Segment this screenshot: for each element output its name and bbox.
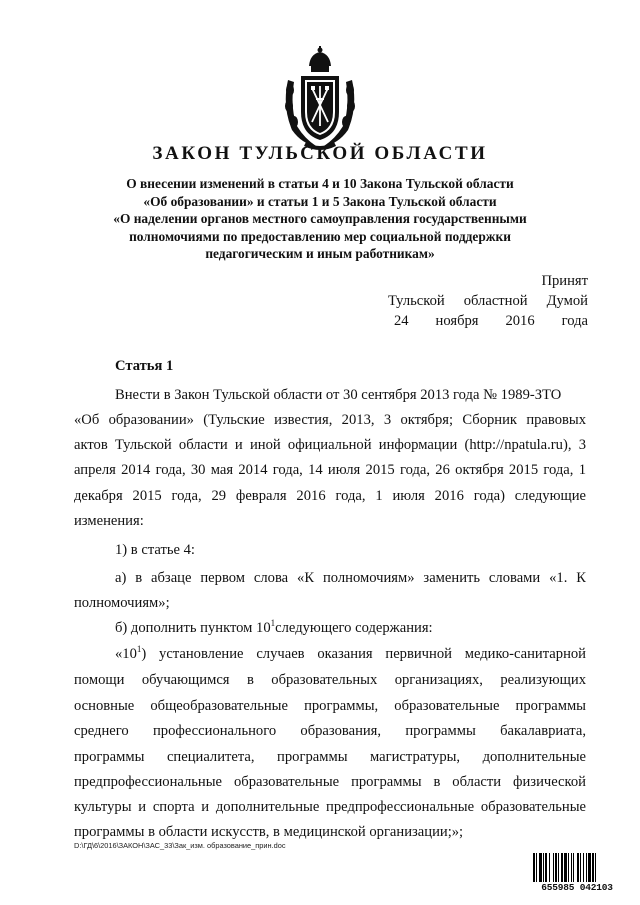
quote-text: ) установление случаев оказания первичной медико-санитарной: [141, 646, 586, 662]
paragraph-line: изменения:: [74, 513, 144, 529]
date-part: 24: [394, 313, 409, 329]
quote-line: [115, 645, 586, 663]
quote-line: среднего профессионального образования, программы бакалавриата,: [74, 723, 586, 739]
adoption-block: [388, 271, 588, 331]
quote-line: программы в области искусств, в медицинской организации;»;: [74, 824, 464, 840]
paragraph-line: апреля 2014 года, 30 мая 2014 года, 14 июля 2015 года, 26 октября 2015 года, 1: [74, 462, 586, 478]
quote-line: основные общеобразовательные программы, образовательные программы: [74, 698, 586, 714]
quote-line: предпрофессиональные образовательные программы в области физической: [74, 774, 586, 790]
quote-line: программы специалитета, программы магистратуры, дополнительные: [74, 749, 586, 765]
subtitle-line: «Об образовании» и статьи 1 и 5 Закона Тульской области: [143, 193, 497, 209]
superscript: 1: [270, 618, 276, 629]
adopted-word-part: областной: [463, 293, 528, 309]
tula-coat-of-arms-icon: [282, 46, 358, 152]
article-heading: Статья 1: [115, 358, 174, 374]
law-subtitle: [90, 175, 550, 263]
list-item-a: а) в абзаце первом слова «К полномочиям» заменить словами «1. К: [115, 570, 586, 586]
date-part: года: [561, 313, 588, 329]
subtitle-line: «О наделении органов местного самоуправления государственными: [113, 211, 527, 226]
paragraph-line: «Об образовании» (Тульские известия, 2013, 3 октября; Сборник правовых: [74, 412, 586, 428]
barcode-number: 655985 042103: [532, 882, 622, 893]
date-part: ноября: [435, 313, 479, 329]
list-item-1: 1) в статье 4:: [115, 542, 195, 558]
paragraph-line: Внести в Закон Тульской области от 30 сентября 2013 года № 1989-ЗТО: [115, 387, 562, 403]
adopted-word: Принят: [541, 273, 588, 289]
item-b-text: б) дополнить пунктом 10: [115, 620, 271, 636]
subtitle-line: полномочиями по предоставлению мер социальной поддержки: [129, 228, 511, 244]
file-path: D:\ГД\6\2016\ЗАКОН\ЗАС_33\Зак_изм. образование_прин.doc: [74, 841, 286, 850]
superscript: 1: [136, 644, 142, 655]
law-title: ЗАКОН ТУЛЬСКОЙ ОБЛАСТИ: [152, 143, 488, 164]
barcode-icon: [532, 853, 622, 895]
quote-line: помощи обучающимся в образовательных организациях, реализующих: [74, 672, 586, 688]
date-part: 2016: [505, 313, 535, 329]
adopted-word-part: Тульской: [388, 293, 445, 309]
subtitle-line: О внесении изменений в статьи 4 и 10 Закона Тульской области: [126, 176, 514, 191]
quote-line: культуры и спорта и дополнительные предпрофессиональные образовательные: [74, 799, 586, 815]
list-item-a-cont: полномочиям»;: [74, 595, 170, 611]
item-b-text: следующего содержания:: [275, 620, 433, 636]
quote-open: «10: [115, 646, 137, 662]
subtitle-line: педагогическим и иным работникам»: [205, 246, 435, 261]
paragraph-line: декабря 2015 года, 29 февраля 2016 года, 1 июля 2016 года) следующие: [74, 488, 586, 504]
adoption-date: [388, 311, 588, 331]
adopted-word-part: Думой: [546, 293, 588, 309]
paragraph-line: актов Тульской области и иной официальной информации (http://npatula.ru), 3: [74, 437, 586, 453]
adopted-by-duma: [388, 291, 588, 311]
list-item-b: [115, 619, 433, 637]
